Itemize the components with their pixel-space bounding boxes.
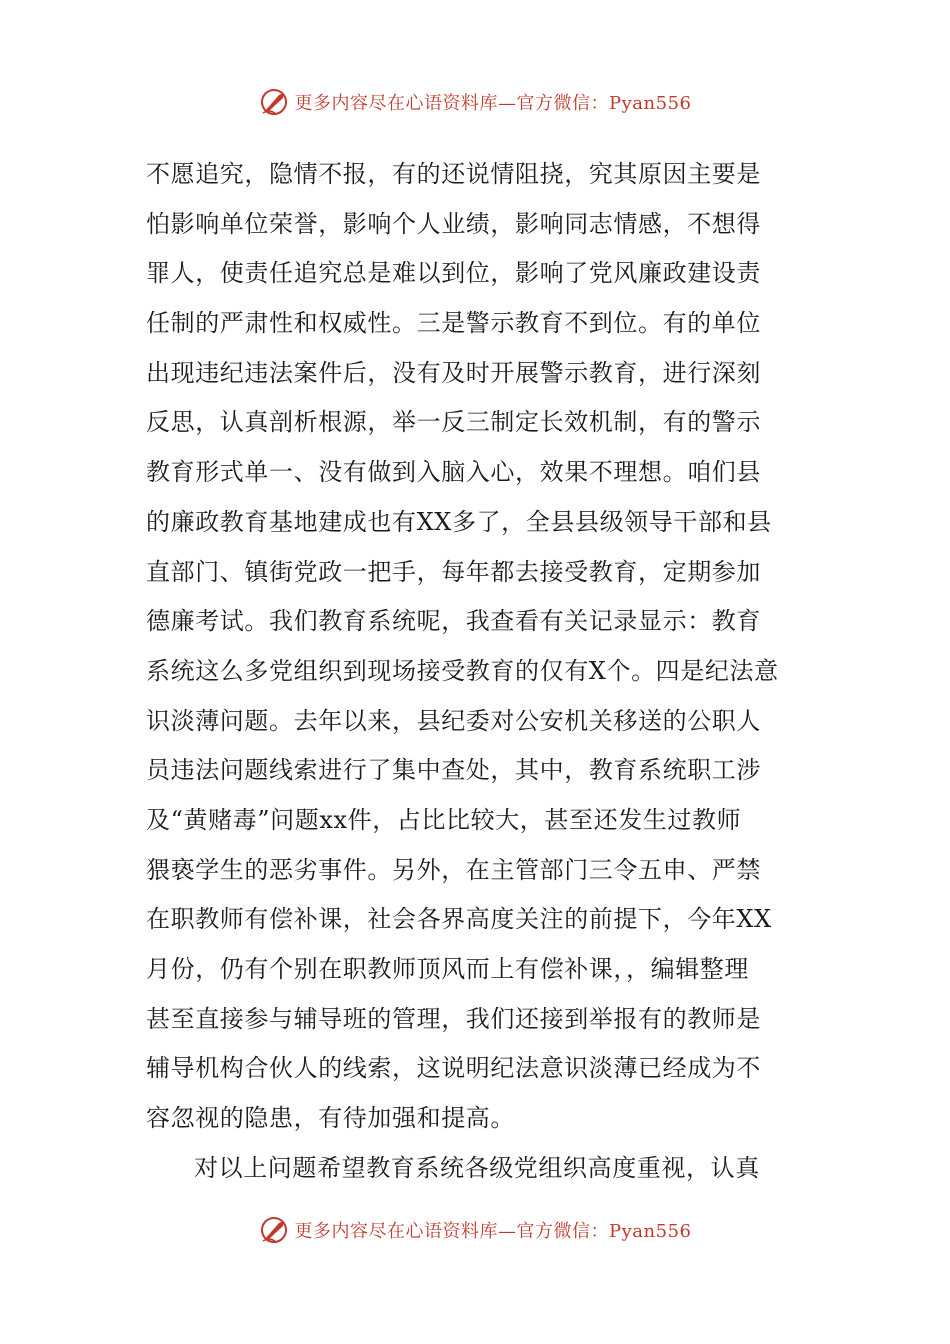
body-line: 容忽视的隐患，有待加强和提高。 [146,1104,515,1133]
quill-pen-icon [259,1215,289,1245]
body-line: 识淡薄问题。去年以来，县纪委对公安机关移送的公职人 [146,706,761,735]
body-line: 在职教师有偿补课，社会各界高度关注的前提下，今年XX [146,905,772,934]
body-line: 出现违纪违法案件后，没有及时开展警示教育，进行深刻 [146,358,761,387]
body-line: 反思，认真剖析根源，举一反三制定长效机制，有的警示 [146,408,761,437]
body-line: 及“黄赌毒”问题xx件，占比比较大，甚至还发生过教师 [146,805,742,834]
footer-banner-text: 更多内容尽在心语资料库—官方微信：Pyan556 [294,1221,692,1242]
body-line: 不愿追究，隐情不报，有的还说情阻挠，究其原因主要是 [146,160,761,188]
body-line: 甚至直接参与辅导班的管理，我们还接到举报有的教师是 [146,1004,761,1033]
header-banner-text: 更多内容尽在心语资料库—官方微信：Pyan556 [294,93,692,114]
document-body [146,150,806,1193]
footer-banner [0,1210,950,1250]
body-line: 罪人，使责任追究总是难以到位，影响了党风廉政建设责 [146,259,761,288]
body-line: 猥亵学生的恶劣事件。另外，在主管部门三令五申、严禁 [146,855,761,884]
body-line: 直部门、镇街党政一把手，每年都去接受教育，定期参加 [146,557,761,586]
body-line: 怕影响单位荣誉，影响个人业绩，影响同志情感，不想得 [146,209,761,238]
body-line: 德廉考试。我们教育系统呢，我查看有关记录显示：教育 [146,607,761,636]
body-line: 任制的严肃性和权威性。三是警示教育不到位。有的单位 [146,309,761,338]
header-banner [0,82,950,122]
body-line: 员违法问题线索进行了集中查处，其中，教育系统职工涉 [146,756,761,785]
body-line: 教育形式单一、没有做到入脑入心，效果不理想。咱们县 [146,458,761,487]
quill-pen-icon [259,87,289,117]
body-line: 系统这么多党组织到现场接受教育的仅有X个。四是纪法意 [146,656,779,685]
body-line: 的廉政教育基地建成也有XX多了，全县县级领导干部和县 [146,507,772,536]
body-line: 月份，仍有个别在职教师顶风而上有偿补课，，编辑整理 [146,955,749,983]
paragraph-start-line: 对以上问题希望教育系统各级党组织高度重视，认真 [194,1153,760,1182]
body-line: 辅导机构合伙人的线索，这说明纪法意识淡薄已经成为不 [146,1054,761,1083]
